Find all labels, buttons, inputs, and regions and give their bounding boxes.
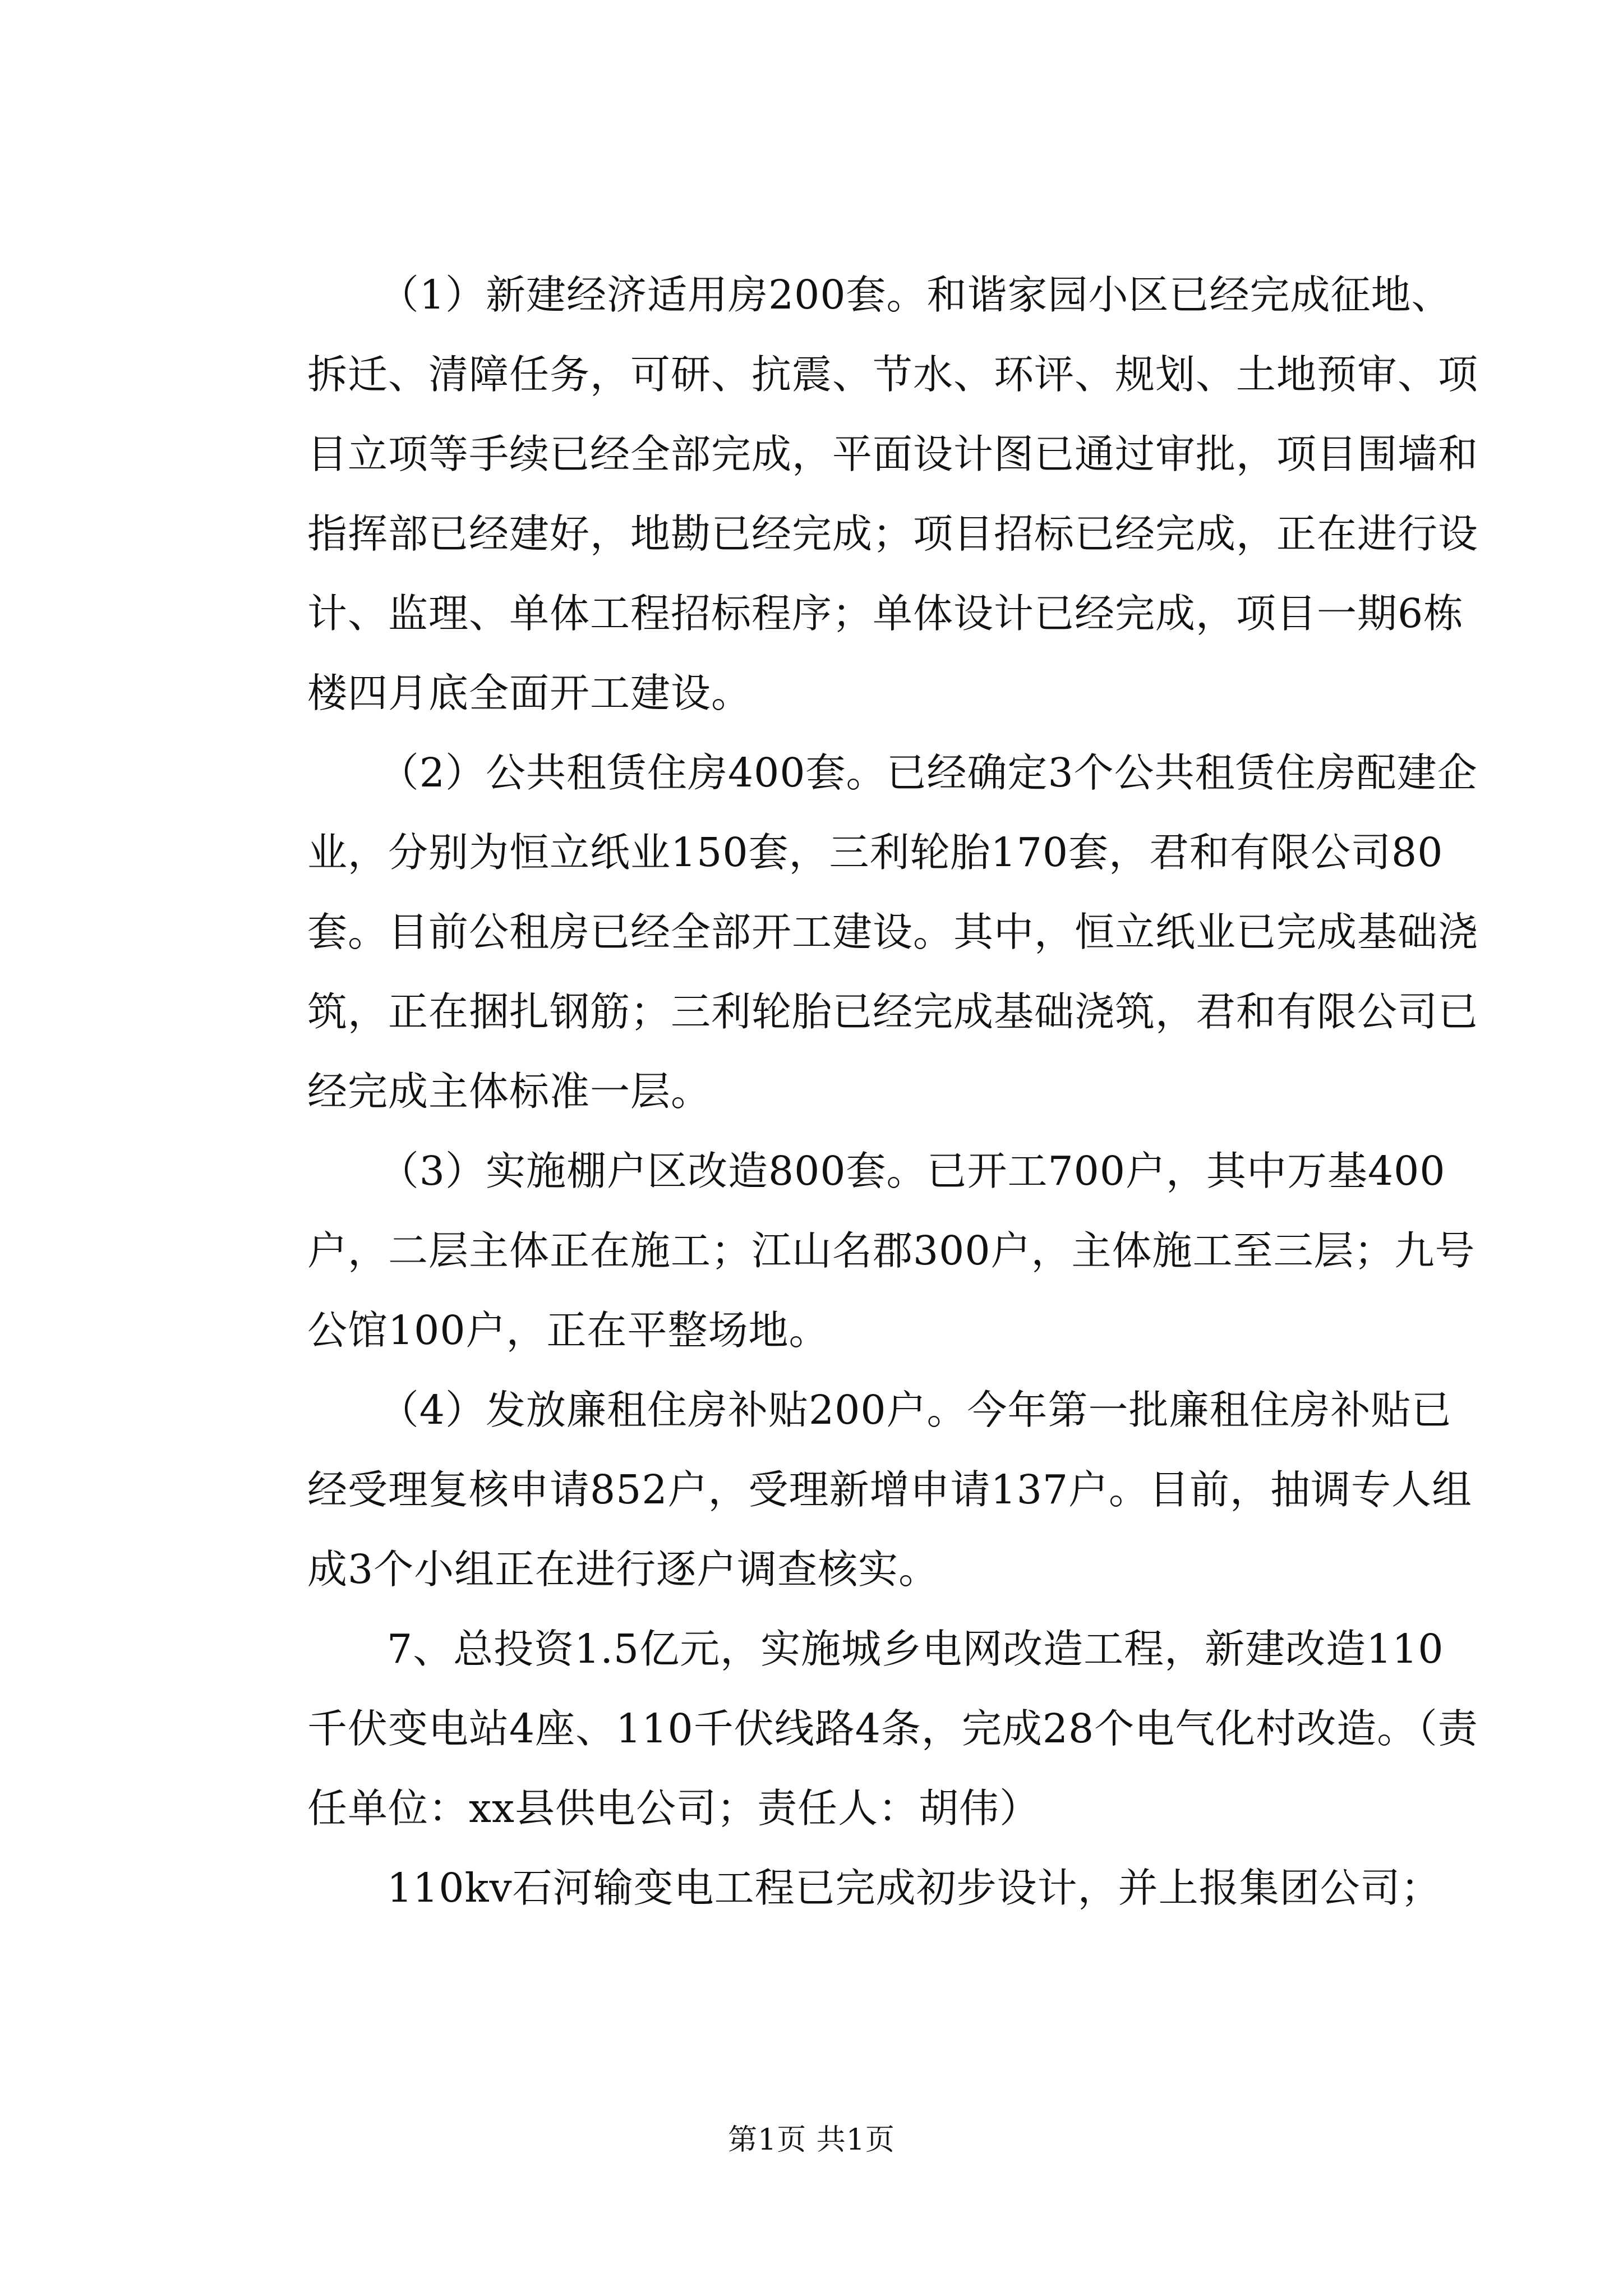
paragraph-item-4: （4）发放廉租住房补贴200户。今年第一批廉租住房补贴已经受理复核申请852户，受理新增申请137户。目前，抽调专人组成3个小组正在进行逐户调查核实。 bbox=[307, 1387, 1473, 1593]
paragraph-shihe-project: 110kv石河输变电工程已完成初步设计，并上报集团公司； bbox=[387, 1865, 1441, 1911]
paragraph-item-2: （2）公共租赁住房400套。已经确定3个公共租赁住房配建企业，分别为恒立纸业150套，三利轮胎170套，君和有限公司80套。目前公租房已经全部开工建设。其中，恒立纸业已完成基础浇筑，正在捆扎钢筋；三利轮胎已经完成基础浇筑，君和有限公司已经完成主体标准一层。 bbox=[307, 749, 1479, 1115]
document-body bbox=[307, 255, 1479, 1928]
paragraph-item-1: （1）新建经济适用房200套。和谐家园小区已经完成征地、拆迁、清障任务，可研、抗震、节水、环评、规划、土地预审、项目立项等手续已经全部完成，平面设计图已通过审批，项目围墙和指挥部已经建好，地勘已经完成；项目招标已经完成，正在进行设计、监理、单体工程招标程序；单体设计已经完成，项目一期6栋楼四月底全面开工建设。 bbox=[307, 272, 1479, 716]
page-footer: 第1页 共1页 bbox=[728, 2123, 895, 2157]
paragraph-item-3: （3）实施棚户区改造800套。已开工700户，其中万基400户，二层主体正在施工；江山名郡300户，主体施工至三层；九号公馆100户，正在平整场地。 bbox=[307, 1148, 1476, 1354]
paragraph-section-7: 7、总投资1.5亿元，实施城乡电网改造工程，新建改造110千伏变电站4座、110千伏线路4条，完成28个电气化村改造。（责任单位：xx县供电公司；责任人：胡伟） bbox=[307, 1626, 1478, 1832]
